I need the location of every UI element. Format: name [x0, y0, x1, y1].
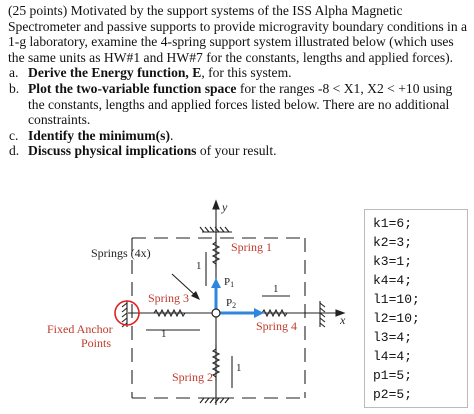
- item-bold: Plot the two-variable function space: [28, 80, 237, 96]
- x-axis-label: x: [340, 313, 346, 327]
- problem-text: [8, 3, 470, 159]
- spring-3-label: Spring 3: [148, 291, 190, 305]
- len-top-label: 1: [196, 260, 202, 272]
- right-anchor-hatch: [320, 303, 325, 327]
- p1-subscript: 1: [230, 280, 235, 289]
- y-axis-arrow: [213, 201, 219, 209]
- p2-arrow-head: [254, 308, 264, 318]
- constant-k1: k1=6;: [373, 216, 413, 231]
- item-b: [8, 81, 470, 128]
- item-text: of your result.: [196, 143, 277, 159]
- item-bold: Discuss physical implications: [28, 143, 197, 159]
- spring-2-label: Spring 2: [172, 370, 214, 384]
- problem-intro: (25 points) Motivated by the support systems of the ISS Alpha Magnetic Spectrometer and passive supports to provide microgravity boundary conditions in a 1-g laboratory, examine the 4-spring support system illustrated below (which uses the same units as HW#1 and HW#7 for the constants, lengths and applied forces).: [8, 3, 468, 65]
- item-d: [8, 143, 470, 159]
- constant-l1: l1=10;: [373, 292, 420, 307]
- spring-1-label: Spring 1: [231, 240, 273, 254]
- constant-k3: k3=1;: [373, 254, 413, 269]
- constant-p2: p2=5;: [373, 387, 413, 402]
- item-a: [8, 65, 470, 81]
- item-text: for the ranges -8 < X1, X2 < +10 using the constants, lengths and applied forces listed below. There are no additional constraints.: [28, 80, 453, 128]
- constant-k2: k2=3;: [373, 235, 413, 250]
- constant-k4: k4=4;: [373, 273, 413, 288]
- springs-label: Springs (4x): [91, 246, 151, 260]
- item-bold: Identify the minimum(s): [28, 127, 170, 143]
- spring-4-label: Spring 4: [256, 319, 298, 333]
- item-label: b.: [9, 80, 20, 96]
- p2-label: [226, 297, 236, 310]
- item-label: a.: [9, 65, 19, 81]
- p1-label: [224, 276, 234, 289]
- item-bold: Derive the Energy function, E: [28, 65, 202, 81]
- len-right-label: 1: [273, 283, 279, 295]
- item-text: , for this system.: [201, 65, 292, 81]
- fixed-anchor-label: Fixed Anchor: [47, 322, 113, 336]
- constant-l2: l2=10;: [373, 311, 420, 326]
- top-anchor-hatch: [200, 227, 229, 232]
- fixed-anchor-label-2: Points: [81, 336, 112, 350]
- bottom-anchor-hatch: [200, 398, 229, 403]
- item-label: c.: [9, 127, 19, 143]
- item-text: .: [169, 127, 174, 143]
- p1-letter: P: [224, 276, 231, 288]
- constant-l4: l4=4;: [373, 349, 413, 364]
- item-label: d.: [9, 143, 20, 159]
- len-left-label: 1: [161, 328, 167, 340]
- spring-diagram: [0, 192, 360, 414]
- constant-p1: p1=5;: [373, 368, 413, 383]
- p2-letter: P: [226, 297, 233, 309]
- constant-l3: l3=4;: [373, 330, 413, 345]
- p1-arrow-head: [211, 278, 221, 288]
- center-node: [212, 309, 220, 317]
- item-c: [8, 128, 470, 144]
- p2-subscript: 2: [232, 301, 237, 310]
- len-bottom-label: 1: [236, 362, 242, 374]
- constants-panel: [364, 209, 468, 408]
- y-axis-label: y: [222, 200, 228, 214]
